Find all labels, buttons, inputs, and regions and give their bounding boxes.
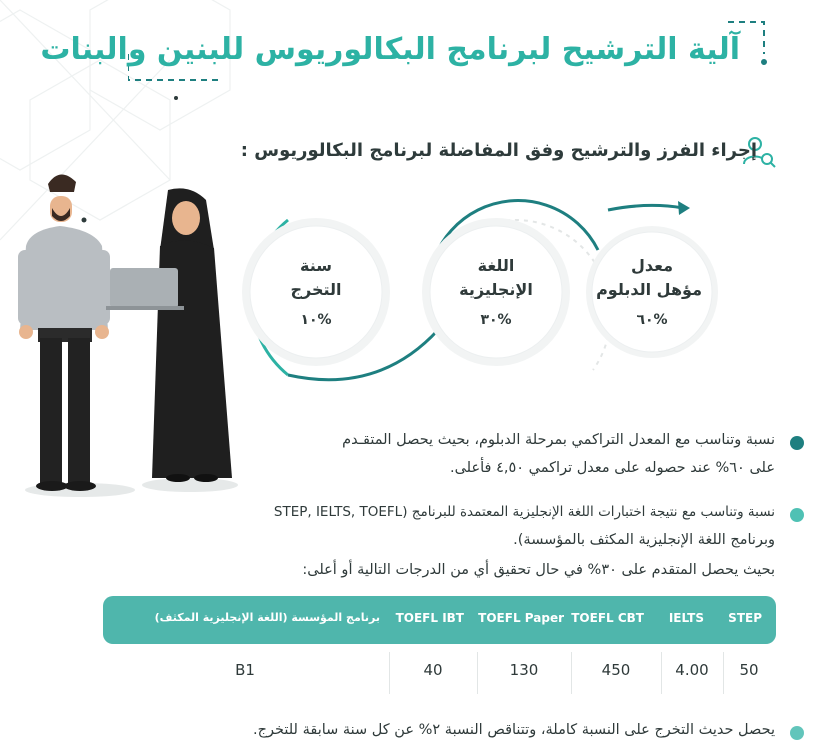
th-ielts: IELTS [668,611,704,625]
th-step: STEP [728,611,762,625]
th-toefl-paper: TOEFL Paper [478,611,564,625]
td-divider [571,652,572,694]
td-toefl-cbt: 450 [601,661,631,679]
circle-grad-value: %١٠ [300,312,332,328]
td-divider [723,652,724,694]
circle-grad-year [266,254,366,328]
td-divider [477,652,478,694]
title-box [40,18,768,84]
td-divider [389,652,390,694]
bullet-dot-1 [790,436,804,450]
th-toefl-ibt: TOEFL IBT [395,611,464,625]
circle-gpa-label1: معدل [630,256,674,275]
td-ielts: 4.00 [675,661,709,679]
th-toefl-cbt: TOEFL CBT [571,611,644,625]
bullet-1-line-1: نسبة وتناسب مع المعدل التراكمي بمرحلة الدبلوم، بحيث يحصل المتقـدم [342,432,775,448]
td-toefl-paper: 130 [509,661,539,679]
td-toefl-ibt: 40 [423,661,443,679]
td-divider [661,652,662,694]
circle-english [446,254,546,328]
bullet-1-line-2: على ٦٠% عند حصوله على معدل تراكمي ٤,٥٠ فأعلى. [449,460,775,476]
circle-english-label2: الإنجليزية [459,280,533,299]
circle-gpa [596,254,702,328]
page-title: آلية الترشيح لبرنامج البكالوريوس للبنين والبنات [40,32,740,67]
bullet-2-line-1: نسبة وتناسب مع نتيجة اختبارات اللغة الإنجليزية المعتمدة للبرنامج (STEP, IELTS, TOEFL [273,504,775,520]
circle-english-value: %٣٠ [480,312,512,328]
th-institute-program: برنامج المؤسسة (اللغة الإنجليزية المكثف) [154,611,380,624]
bullet-2-line-2: وبرنامج اللغة الإنجليزية المكثف بالمؤسسة). [513,532,775,548]
scores-table-row [103,652,776,694]
scores-table-header [103,596,776,644]
students-illustration [10,160,242,500]
section-subtitle: إجراء الفرز والترشيح وفق المفاضلة لبرنامج البكالوريوس : [240,140,757,161]
circle-gpa-label2: مؤهل الدبلوم [596,280,702,299]
circle-english-label1: اللغة [477,256,515,275]
circle-grad-label1: سنة [300,256,332,275]
td-step: 50 [739,661,759,679]
circle-gpa-value: %٦٠ [636,312,668,328]
bullet-3-line-1: يحصل حديث التخرج على النسبة كاملة، وتتناقص النسبة ٢% عن كل سنة سابقة للتخرج. [253,722,775,738]
circle-grad-label2: التخرج [290,280,342,299]
td-institute-program: B1 [235,661,255,679]
bullet-dot-3 [790,726,804,740]
bullet-dot-2 [790,508,804,522]
bullet-2-line-3: بحيث يحصل المتقدم على ٣٠% في حال تحقيق أي من الدرجات التالية أو أعلى: [302,562,775,578]
